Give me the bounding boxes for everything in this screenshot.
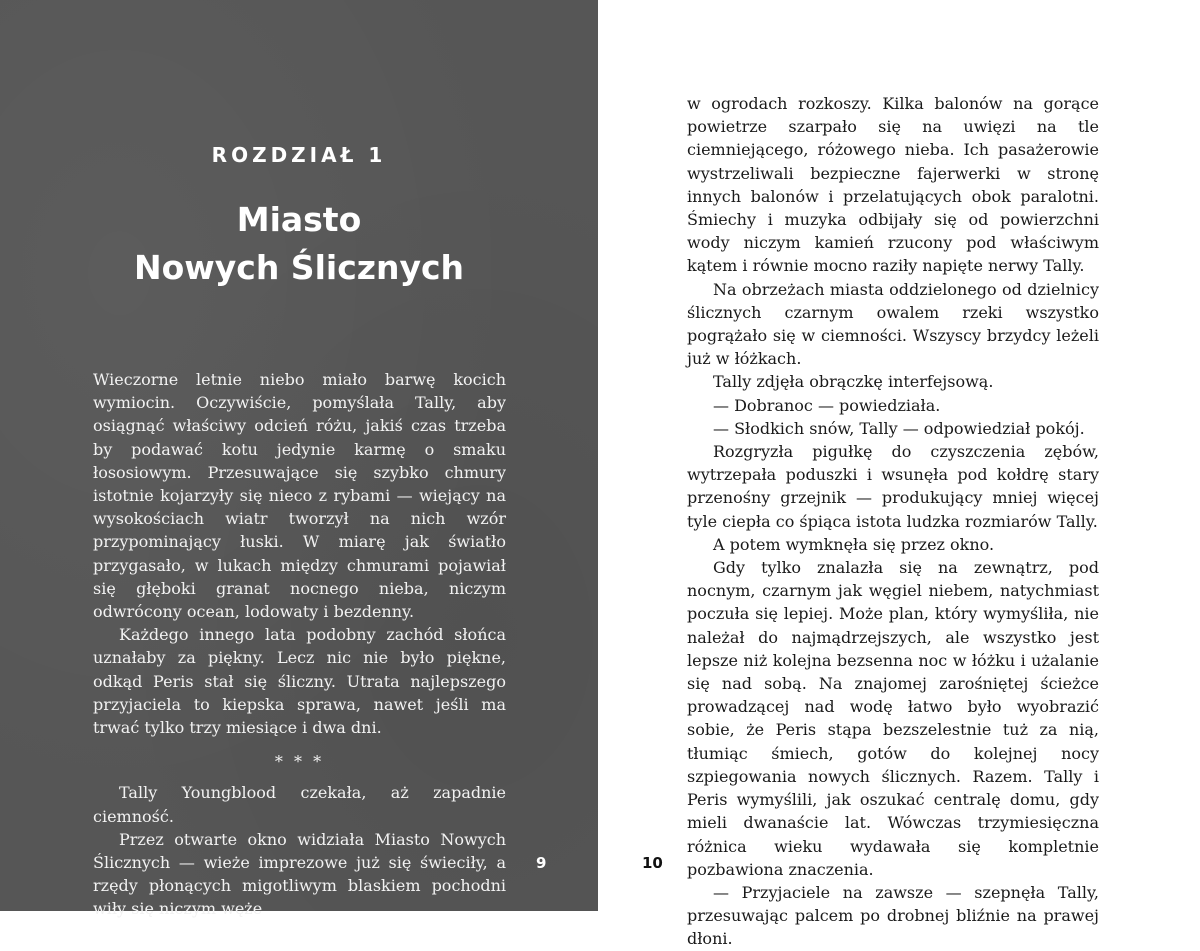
paragraph: Każdego innego lata podobny zachód słońca uznałaby za piękny. Lecz nic nie było piękne, odkąd Peris stał się śliczny. Utrata najlepszego przyjaciela to kiepska sprawa, nawet jeśli ma trwać tylko trzy miesiące i dwa dni.	[93, 625, 506, 738]
chapter-title	[0, 196, 598, 292]
paragraph: Tally Youngblood czekała, aż zapadnie ciemność.	[93, 783, 506, 826]
right-body-text	[687, 92, 1099, 951]
left-body-text	[93, 368, 506, 921]
left-page	[0, 0, 598, 919]
page-number-left: 9	[536, 854, 547, 872]
chapter-title-line-1: Miasto	[236, 200, 362, 239]
paragraph: A potem wymknęła się przez okno.	[713, 534, 995, 554]
paragraph: Rozgryzła pigułkę do czyszczenia zębów, wytrzepała poduszki i wsunęła pod kołdrę stary przenośny grzejnik — produkujący mniej więcej tyle ciepła co śpiąca istota ludzka rozmiarów Tally.	[687, 442, 1099, 531]
chapter-title-line-2: Nowych Ślicznych	[133, 248, 465, 287]
paragraph: — Słodkich snów, Tally — odpowiedział pokój.	[713, 418, 1085, 438]
paragraph: Przez otwarte okno widziała Miasto Nowych Ślicznych — wieże imprezowe już się świeciły, a rzędy płonących migotliwym blaskiem pochodni wiły się niczym węże	[93, 829, 506, 919]
right-page	[598, 0, 1200, 949]
paragraph: Gdy tylko znalazła się na zewnątrz, pod nocnym, czarnym jak węgiel niebem, natychmiast poczuła się lepiej. Może plan, który wymyśliła, nie należał do najmądrzejszych, ale wszystko jest lepsze niż kolejna bezsenna noc w łóżku i użalanie się nad sobą. Na znajomej zarośniętej ścieżce prowadzącej nad wodę łatwo było wyobrazić sobie, że Peris stąpa bezszelestnie tuż za nią, tłumiąc śmiech, gotów do kolejnej nocy szpiegowania nowych ślicznych. Razem. Tally i Peris wymyślili, jak oszukać centralę domu, gdy mieli dwanaście lat. Wówczas trzymiesięczna różnica wieku wydawała się kompletnie pozbawiona znaczenia.	[687, 558, 1099, 879]
chapter-label: ROZDZIAŁ 1	[211, 143, 387, 167]
page-number-right: 10	[642, 854, 663, 872]
paragraph: — Przyjaciele na zawsze — szepnęła Tally, przesuwając palcem po drobnej bliźnie na prawej dłoni.	[687, 882, 1099, 949]
paragraph: w ogrodach rozkoszy. Kilka balonów na gorące powietrze szarpało się na uwięzi na tle ciemniejącego, różowego nieba. Ich pasażerowie wystrzeliwali bezpieczne fajerwerki w stronę innych balonów i przelatujących obok paralotni. Śmiechy i muzyka odbijały się od powierzchni wody niczym kamień rzucony pod właściwym kątem i równie mocno raziły napięte nerwy Tally.	[687, 94, 1099, 276]
paragraph: — Dobranoc — powiedziała.	[713, 395, 941, 415]
paragraph: Tally zdjęła obrączkę interfejsową.	[713, 372, 994, 392]
section-separator: * * *	[274, 752, 325, 772]
paragraph: Na obrzeżach miasta oddzielonego od dzielnicy ślicznych czarnym owalem rzeki wszystko pogrążało się w ciemności. Wszyscy brzydcy leżeli już w łóżkach.	[687, 279, 1099, 369]
paragraph: Wieczorne letnie niebo miało barwę kocich wymiocin. Oczywiście, pomyślała Tally, aby osiągnąć właściwy odcień różu, jakiś czas trzeba by podawać kotu jedynie karmę o smaku łososiowym. Przesuwające się szybko chmury istotnie kojarzyły się nieco z rybami — wiejący na wysokościach wiatr tworzył na nich wzór przypominający łuski. W miarę jak światło przygasało, w lukach między chmurami pojawiał się głęboki granat nocnego nieba, niczym odwrócony ocean, lodowaty i bezdenny.	[93, 370, 506, 622]
